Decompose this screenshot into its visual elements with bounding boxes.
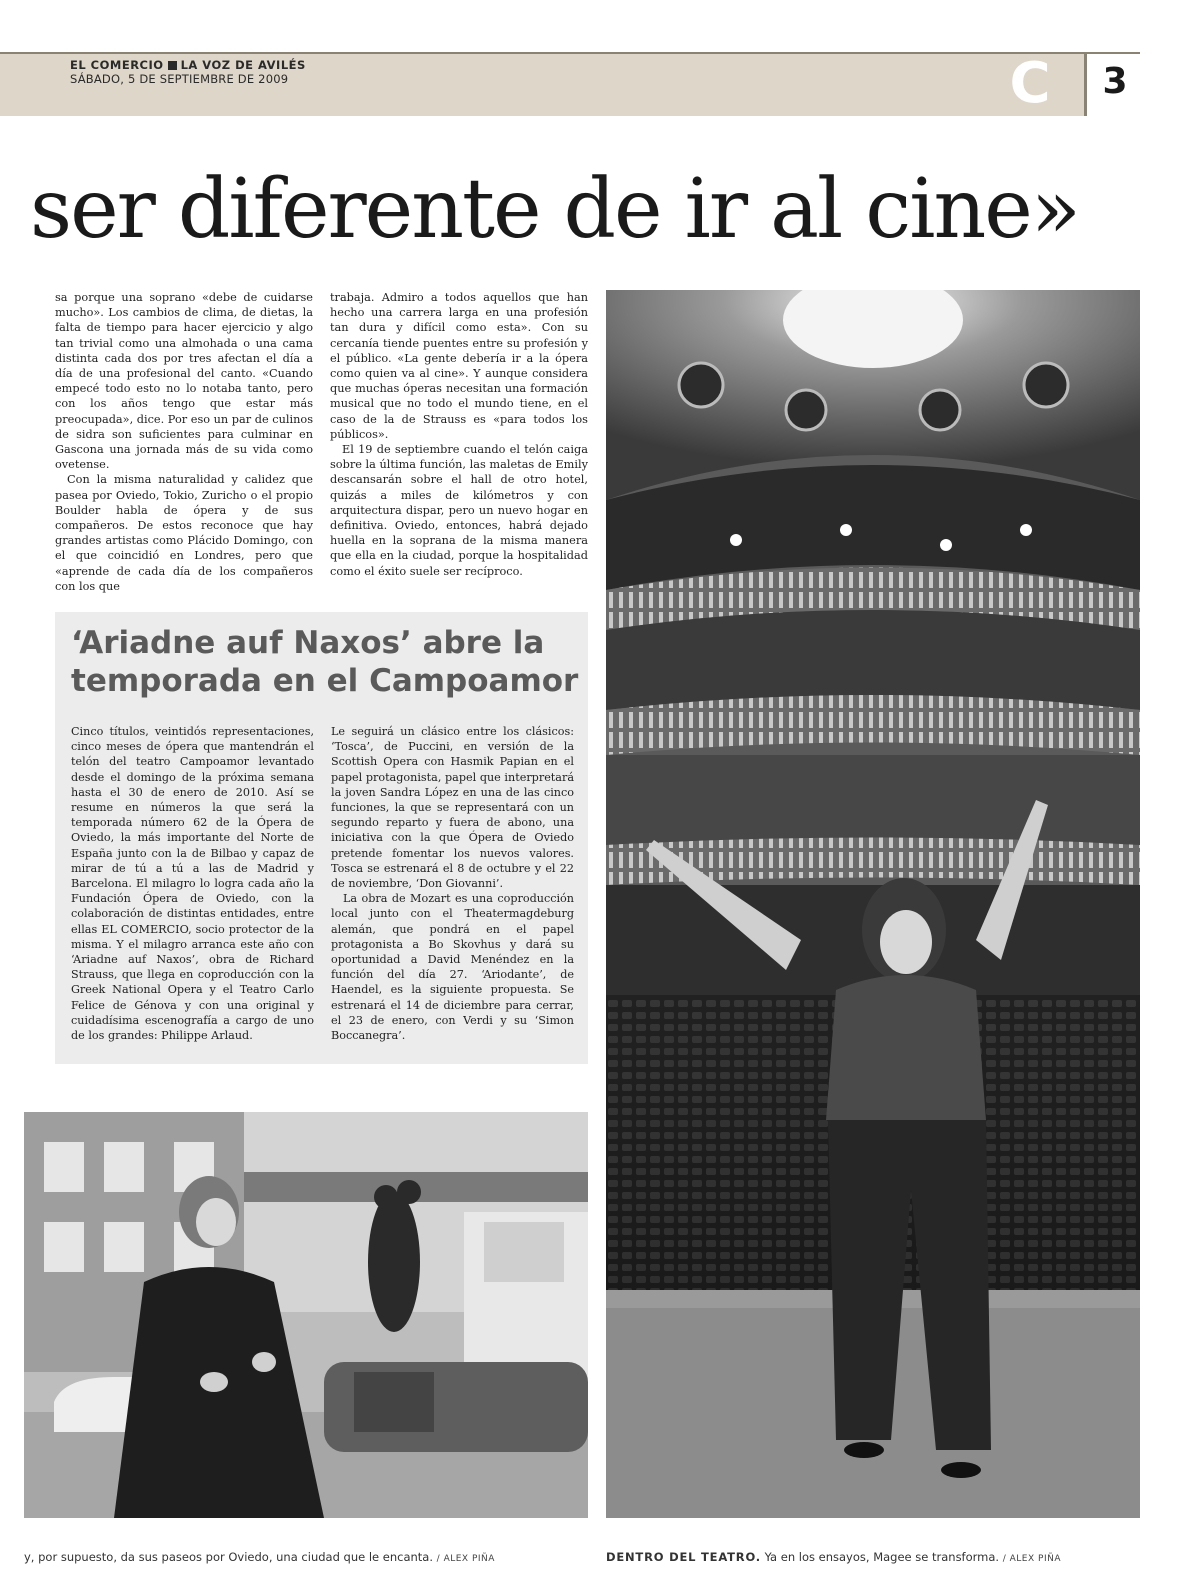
publication-name-1: EL COMERCIO — [70, 58, 164, 72]
article-paragraph: Con la misma naturalidad y calidez que pasea por Oviedo, Tokio, Zuricho o el propio Boulder habla de ópera y de sus compañeros. De estos reconoce que hay grandes artistas como Plácido Domingo, con el que coincidió en Londres, pero que «aprende de cada día de los compañeros con los que — [55, 473, 313, 593]
publication-name-2: LA VOZ DE AVILÉS — [180, 58, 306, 72]
caption-text: Ya en los ensayos, Magee se transforma. — [760, 1550, 1000, 1564]
article-column-1 — [55, 290, 313, 594]
article-paragraph: El 19 de septiembre cuando el telón caiga sobre la última función, las maletas de Emily descansarán sobre el hall de otro hotel, quizás a miles de kilómetros y con arquitectura dispar, pero un nuevo hogar en definitiva. Oviedo, entonces, habrá dejado huella en la soprana de la misma manera que ella en la ciudad, porque la hospitalidad como el éxito suele ser recíproco. — [330, 443, 588, 578]
article-paragraph: trabaja. Admiro a todos aquellos que han hecho una carrera larga en una profesión tan dura y difícil como esta». Con su cercanía tiende puentes entre su profesión y el público. «La gente debería ir a la ópera como quien va al cine». Y aunque considera que muchas óperas necesitan una formación musical que no todo el mundo tiene, en el caso de la de Strauss es «para todos los públicos». — [330, 291, 588, 441]
theatre-interior-photo — [606, 290, 1140, 1518]
sidebar-paragraph: La obra de Mozart es una coproducción local junto con el Theatermagdeburg alemán, que pondrá en el papel protagonista a Bo Skovhus y dará su oportunidad a David Menéndez en la función del día 27. ‘Ariodante’, de Haendel, es la siguiente propuesta. Se estrenará el 14 de diciembre para cerrar, el 23 de enero, con Verdi y su ‘Simon Boccanegra’. — [331, 892, 574, 1043]
main-photo-caption — [606, 1550, 1061, 1564]
section-letter: C — [1009, 51, 1051, 116]
street-scene-photo — [24, 1112, 588, 1518]
caption-lead: DENTRO DEL TEATRO. — [606, 1550, 761, 1564]
article-paragraph: sa porque una soprano «debe de cuidarse mucho». Los cambios de clima, de dietas, la falta de tiempo para hacer ejercicio y algo tan trivial como una almohada o una cama distinta cada dos por tres afectan el día a día de una profesional del canto. «Cuando empecé todo esto no lo notaba tanto, pero con los años tengo que estar más preocupada», dice. Por eso un par de culinos de sidra son suficientes para culminar en Gascona una jornada más de su vida como ovetense. — [55, 291, 313, 472]
sidebar-box — [55, 612, 588, 1064]
photo-credit: / ALEX PIÑA — [1002, 1554, 1061, 1564]
headline: ser diferente de ir al cine» — [30, 162, 1079, 257]
publication-name — [70, 58, 306, 72]
article-column-2 — [330, 290, 588, 579]
small-photo-caption — [24, 1550, 495, 1564]
page-number-box — [1084, 52, 1140, 116]
theatre-photo-illustration — [606, 290, 1140, 1518]
photo-credit: / ALEX PIÑA — [436, 1554, 495, 1564]
sidebar-column-1 — [71, 724, 314, 1043]
sidebar-title: ‘Ariadne auf Naxos’ abre la temporada en el Campoamor — [71, 625, 579, 699]
sidebar-column-2 — [331, 724, 574, 1043]
street-photo-illustration — [24, 1112, 588, 1518]
sidebar-paragraph: Le seguirá un clásico entre los clásicos: ‘Tosca’, de Puccini, en versión de la Scottish Opera con Hasmik Papian en el papel protagonista, papel que interpretará la joven Sandra López en una de las cinco funciones, la que se representará con un segundo reparto y fuera de abono, una iniciativa con la que Ópera de Oviedo pretende fomentar los nuevos valores. Tosca se estrenará el 8 de octubre y el 22 de noviembre, ‘Don Giovanni’. — [331, 725, 574, 891]
separator-square-icon — [168, 61, 177, 70]
issue-date: SÁBADO, 5 DE SEPTIEMBRE DE 2009 — [70, 72, 289, 86]
sidebar-paragraph: Cinco títulos, veintidós representaciones, cinco meses de ópera que mantendrán el telón del teatro Campoamor levantado desde el domingo de la próxima semana hasta el 30 de enero de 2010. Así se resume en números la que será la temporada número 62 de la Ópera de Oviedo, la más importante del Norte de España junto con la de Bilbao y capaz de mirar de tú a tú a las de Madrid y Barcelona. El milagro lo logra cada año la Fundación Ópera de Oviedo, con la colaboración de distintas entidades, entre ellas EL COMERCIO, socio protector de la misma. Y el milagro arranca este año con ‘Ariadne auf Naxos’, obra de Richard Strauss, que llega en coproducción con la Greek National Opera y el Teatro Carlo Felice de Génova y con una original y cuidadísima escenografía a cargo de uno de los grandes: Philippe Arlaud. — [71, 725, 314, 1043]
caption-text: y, por supuesto, da sus paseos por Oviedo, una ciudad que le encanta. — [24, 1550, 434, 1564]
page-number: 3 — [1102, 61, 1128, 102]
